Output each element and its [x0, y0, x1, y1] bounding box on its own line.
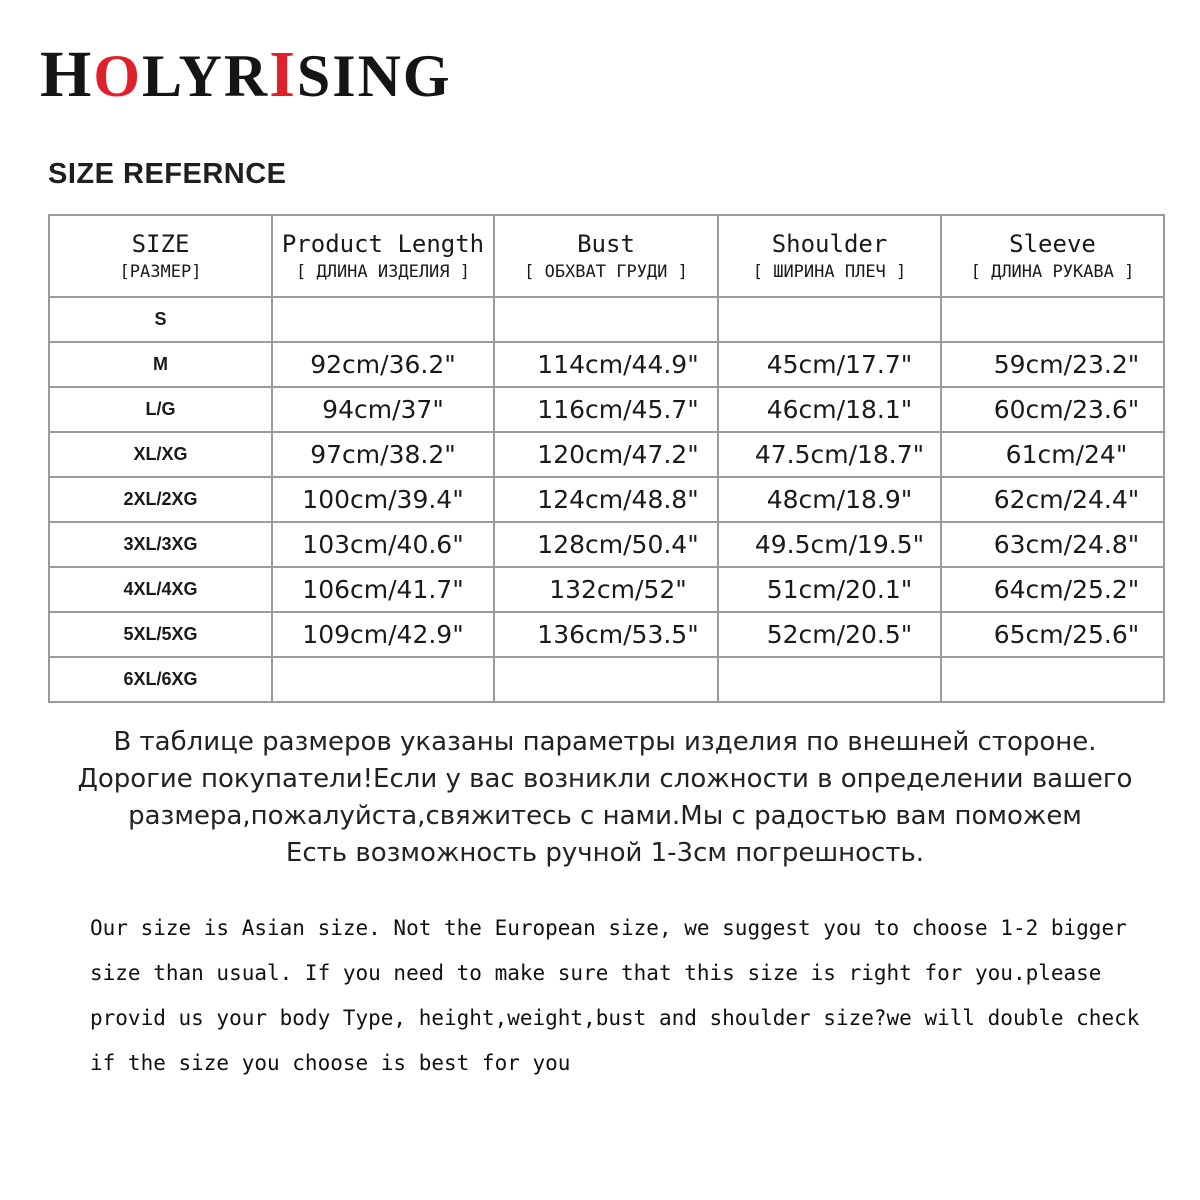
size-label-cell: M: [49, 342, 272, 387]
ru-note-line: Дорогие покупатели!Если у вас возникли сложности в определении вашего: [77, 764, 1133, 794]
bust-cell: 132cm/52": [494, 567, 718, 612]
sleeve-cell: 64cm/25.2": [941, 567, 1164, 612]
shoulder-cell: 45cm/17.7": [718, 342, 941, 387]
length-cell: 106cm/41.7": [272, 567, 494, 612]
length-cell: [272, 297, 494, 342]
ru-note-line: В таблице размеров указаны параметры изделия по внешней стороне.: [113, 727, 1097, 757]
en-note-line: Our size is Asian size. Not the European size, we suggest you to choose 1-2 bigger: [90, 916, 1127, 940]
section-title: SIZE REFERNCE: [48, 158, 287, 190]
length-cell: 97cm/38.2": [272, 432, 494, 477]
bust-cell: 128cm/50.4": [494, 522, 718, 567]
bust-cell: 120cm/47.2": [494, 432, 718, 477]
size-table: [48, 214, 1165, 703]
shoulder-cell: 47.5cm/18.7": [718, 432, 941, 477]
table-row: [49, 522, 1164, 567]
russian-notes: [30, 724, 1180, 872]
header-bust: Bust [ ОБХВАТ ГРУДИ ]: [494, 215, 718, 297]
size-label-cell: 6XL/6XG: [49, 657, 272, 702]
length-cell: 109cm/42.9": [272, 612, 494, 657]
bust-cell: 124cm/48.8": [494, 477, 718, 522]
length-cell: 100cm/39.4": [272, 477, 494, 522]
table-row: [49, 297, 1164, 342]
sleeve-cell: 61cm/24": [941, 432, 1164, 477]
bust-cell: 114cm/44.9": [494, 342, 718, 387]
logo-letters: I: [269, 38, 297, 111]
header-shoulder: Shoulder [ ШИРИНА ПЛЕЧ ]: [718, 215, 941, 297]
logo-letters: LYR: [142, 43, 270, 109]
ru-note-line: Есть возможность ручной 1-3см погрешность.: [285, 838, 925, 868]
sleeve-cell: [941, 297, 1164, 342]
logo-letters: SING: [296, 43, 452, 109]
table-row: [49, 477, 1164, 522]
table-header-row: [49, 215, 1164, 297]
sleeve-cell: 60cm/23.6": [941, 387, 1164, 432]
table-body: [49, 297, 1164, 702]
size-label-cell: 2XL/2XG: [49, 477, 272, 522]
logo-letters: O: [93, 43, 143, 109]
shoulder-cell: [718, 297, 941, 342]
english-notes: [90, 906, 1180, 1086]
sleeve-cell: [941, 657, 1164, 702]
size-label-cell: L/G: [49, 387, 272, 432]
shoulder-cell: 46cm/18.1": [718, 387, 941, 432]
table-row: [49, 387, 1164, 432]
en-note-line: if the size you choose is best for you: [90, 1051, 571, 1075]
shoulder-cell: 48cm/18.9": [718, 477, 941, 522]
header-size: SIZE [РАЗМЕР]: [49, 215, 272, 297]
size-label-cell: S: [49, 297, 272, 342]
en-note-line: provid us your body Type, height,weight,bust and shoulder size?we will double check: [90, 1006, 1140, 1030]
length-cell: 94cm/37": [272, 387, 494, 432]
shoulder-cell: 51cm/20.1": [718, 567, 941, 612]
table-row: [49, 342, 1164, 387]
table-row: [49, 432, 1164, 477]
brand-logo: [40, 40, 452, 111]
bust-cell: [494, 657, 718, 702]
ru-note-line: размера,пожалуйста,свяжитесь с нами.Мы с радостью вам поможем: [128, 801, 1082, 831]
sleeve-cell: 63cm/24.8": [941, 522, 1164, 567]
bust-cell: 136cm/53.5": [494, 612, 718, 657]
size-label-cell: 4XL/4XG: [49, 567, 272, 612]
sleeve-cell: 62cm/24.4": [941, 477, 1164, 522]
header-sleeve: Sleeve [ ДЛИНА РУКАВА ]: [941, 215, 1164, 297]
header-product-length: Product Length [ ДЛИНА ИЗДЕЛИЯ ]: [272, 215, 494, 297]
size-label-cell: 5XL/5XG: [49, 612, 272, 657]
sleeve-cell: 65cm/25.6": [941, 612, 1164, 657]
table-row: [49, 612, 1164, 657]
length-cell: 103cm/40.6": [272, 522, 494, 567]
bust-cell: 116cm/45.7": [494, 387, 718, 432]
table-row: [49, 567, 1164, 612]
table-row: [49, 657, 1164, 702]
shoulder-cell: [718, 657, 941, 702]
shoulder-cell: 49.5cm/19.5": [718, 522, 941, 567]
sleeve-cell: 59cm/23.2": [941, 342, 1164, 387]
length-cell: 92cm/36.2": [272, 342, 494, 387]
size-label-cell: 3XL/3XG: [49, 522, 272, 567]
bust-cell: [494, 297, 718, 342]
length-cell: [272, 657, 494, 702]
shoulder-cell: 52cm/20.5": [718, 612, 941, 657]
en-note-line: size than usual. If you need to make sure that this size is right for you.please: [90, 961, 1102, 985]
logo-letters: H: [40, 38, 94, 111]
size-label-cell: XL/XG: [49, 432, 272, 477]
